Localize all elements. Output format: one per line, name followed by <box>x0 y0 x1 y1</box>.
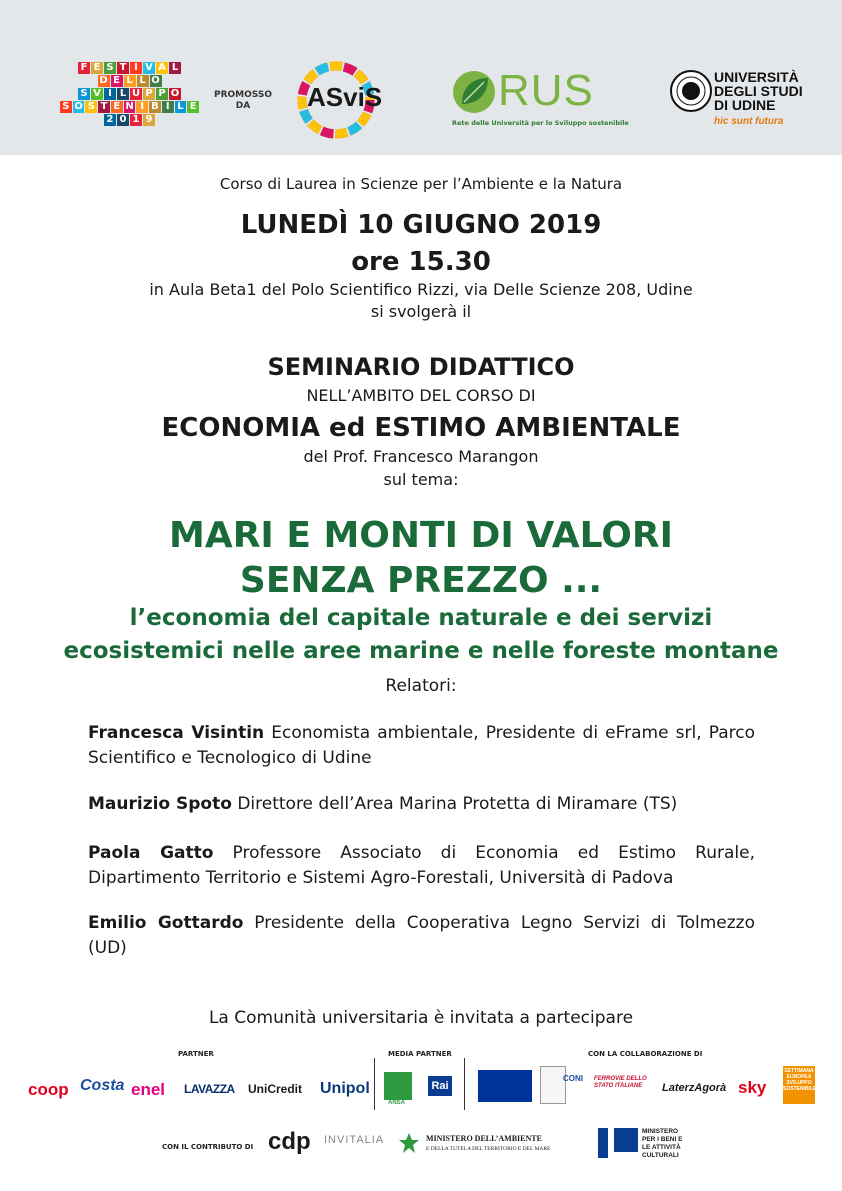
festival-letter: L <box>124 75 136 87</box>
partner-label: PARTNER <box>178 1050 214 1058</box>
mibac-logo: MINISTERO PER I BENI E LE ATTIVITÀ CULTURALI <box>642 1128 683 1159</box>
festival-letter: 1 <box>130 114 142 126</box>
festival-letter: 2 <box>104 114 116 126</box>
festival-letter: L <box>169 62 181 74</box>
leaf-icon <box>452 70 496 114</box>
festival-row <box>60 62 200 74</box>
festival-letter: E <box>91 62 103 74</box>
speaker-name: Emilio Gottardo <box>88 913 244 933</box>
event-date: LUNEDÌ 10 GIUGNO 2019 <box>240 210 602 240</box>
footer-divider <box>464 1058 465 1110</box>
rus-subtitle: Rete delle Università per lo Sviluppo sostenibile <box>452 119 629 127</box>
contributo-label: CON IL CONTRIBUTO DI <box>162 1143 254 1151</box>
festival-letter: D <box>99 75 108 86</box>
invitalia-logo: INVITALIA <box>324 1134 385 1146</box>
festival-letter: V <box>143 62 155 74</box>
event-time: ore 15.30 <box>351 247 491 277</box>
tema-text: sul tema: <box>383 470 459 489</box>
coop-logo: coop <box>28 1080 69 1099</box>
festival-letter: E <box>111 75 123 87</box>
festival-letter: E <box>111 101 123 113</box>
speaker-name: Paola Gatto <box>88 843 214 863</box>
ansa-logo <box>384 1072 412 1100</box>
course-name: ECONOMIA ed ESTIMO AMBIENTALE <box>161 413 681 443</box>
enel-logo: enel <box>131 1080 166 1099</box>
sky-logo: sky <box>738 1078 767 1097</box>
speaker-entry <box>88 792 755 817</box>
lavazza-logo: LAVAZZA <box>184 1082 235 1096</box>
seminar-title-line2: SENZA PREZZO ... <box>239 560 603 601</box>
ministero-ambiente-star-icon <box>398 1132 420 1154</box>
promosso-text: PROMOSSO <box>214 90 272 100</box>
festival-letter: B <box>149 101 161 113</box>
speaker-role: Professore Associato di Economia ed Estimo Rurale, Dipartimento Territorio e Sistemi Agro-Forestali, Università di Padova <box>88 843 755 888</box>
costa-logo: Costa <box>80 1077 125 1094</box>
ambito-text: NELL’AMBITO DEL CORSO DI <box>306 386 536 405</box>
festival-row <box>60 114 200 126</box>
uni-line3: DI UDINE <box>714 97 776 113</box>
festival-sviluppo-sostenibile-logo <box>60 62 200 127</box>
festival-letter: N <box>125 101 134 112</box>
promosso-da-label <box>214 90 272 112</box>
festival-letter: U <box>131 88 141 99</box>
speaker-entry <box>88 721 755 771</box>
festival-letter: O <box>170 88 180 99</box>
festival-letter: T <box>98 101 110 113</box>
speaker-role: Direttore dell’Area Marina Protetta di Miramare (TS) <box>231 794 678 814</box>
media-partner-label: MEDIA PARTNER <box>388 1050 452 1058</box>
relatori-heading: Relatori: <box>385 676 457 696</box>
festival-row <box>60 101 200 113</box>
mibac-bar <box>598 1128 608 1158</box>
invitation-text: La Comunità universitaria è invitata a partecipare <box>208 1008 634 1028</box>
da-text: DA <box>235 101 251 111</box>
rus-logo-text: RUS <box>498 66 594 115</box>
festival-letter: E <box>187 101 199 113</box>
seminar-subtitle-line1: l’economia del capitale naturale e dei servizi <box>129 605 713 631</box>
laterza-agora-logo: LaterzAgorà <box>662 1082 727 1094</box>
uni-line2: DEGLI STUDI <box>714 83 803 99</box>
festival-letter: L <box>137 75 149 87</box>
header-banner <box>0 0 842 155</box>
unicredit-logo: UniCredit <box>248 1082 302 1096</box>
rai-logo: Rai <box>428 1076 452 1096</box>
festival-letter: S <box>85 101 97 113</box>
event-location: in Aula Beta1 del Polo Scientifico Rizzi, via Delle Scienze 208, Udine <box>149 280 693 299</box>
festival-letter: S <box>60 101 72 113</box>
ansa-label: ANSA <box>388 1100 406 1106</box>
festival-letter: S <box>78 88 90 100</box>
cdp-logo: cdp <box>268 1128 311 1155</box>
festival-letter: 0 <box>117 114 129 126</box>
coni-emblem <box>540 1066 566 1104</box>
speaker-name: Francesca Visintin <box>88 723 265 743</box>
speaker-role: Economista ambientale, Presidente di eFrame srl, Parco Scientifico e Tecnologico di Udine <box>88 723 756 768</box>
collaborazione-label: CON LA COLLABORAZIONE DI <box>588 1050 703 1058</box>
festival-letter: I <box>104 88 116 100</box>
festival-letter: A <box>156 62 168 74</box>
ferrovie-logo: FERROVIE DELLO STATO ITALIANE <box>594 1076 647 1089</box>
festival-letter: O <box>74 101 83 112</box>
ministero-ambiente-logo: MINISTERO DELL’AMBIENTE <box>426 1134 542 1143</box>
unipol-logo: Unipol <box>320 1080 370 1097</box>
festival-letter: F <box>78 62 90 74</box>
footer-divider <box>374 1058 375 1110</box>
festival-letter: I <box>130 62 142 74</box>
festival-letter: V <box>91 88 103 100</box>
festival-row <box>60 88 200 100</box>
speaker-entry <box>88 841 755 891</box>
festival-letter: I <box>136 101 148 113</box>
sponsors-footer <box>0 1030 842 1191</box>
svolgera-text: si svolgerà il <box>370 302 472 321</box>
university-motto: hic sunt futura <box>714 116 784 127</box>
university-seal-icon <box>670 70 712 112</box>
professor-name: del Prof. Francesco Marangon <box>303 447 539 466</box>
seminario-heading: SEMINARIO DIDATTICO <box>267 353 575 381</box>
festival-letter: L <box>117 88 129 100</box>
seminar-subtitle-line2: ecosistemici nelle aree marine e nelle foreste montane <box>63 638 779 664</box>
festival-letter: I <box>162 101 174 113</box>
european-commission-logo <box>478 1070 532 1102</box>
festival-row <box>60 75 200 87</box>
settimana-europea-logo: SETTIMANA EUROPEA SVILUPPO SOSTENIBILE <box>783 1066 815 1104</box>
speaker-entry <box>88 911 755 961</box>
university-name <box>714 70 803 112</box>
uni-line1: UNIVERSITÀ <box>714 69 799 85</box>
ministero-ambiente-subline: E DELLA TUTELA DEL TERRITORIO E DEL MARE <box>426 1146 551 1152</box>
festival-letter: O <box>151 75 160 86</box>
seminar-title-line1: MARI E MONTI DI VALORI <box>169 515 673 556</box>
festival-letter: 9 <box>143 114 155 126</box>
festival-letter: P <box>143 88 155 100</box>
speaker-role: Presidente della Cooperativa Legno Servizi di Tolmezzo (UD) <box>88 913 756 958</box>
festival-letter: T <box>117 62 129 74</box>
corso-di-laurea: Corso di Laurea in Scienze per l’Ambiente e la Natura <box>219 175 623 193</box>
festival-letter: S <box>104 62 116 74</box>
speaker-name: Maurizio Spoto <box>88 794 232 814</box>
festival-letter: L <box>175 101 187 113</box>
asvis-logo-text: ASviS <box>307 82 383 112</box>
coni-logo: CONI <box>563 1074 583 1083</box>
mibac-emblem <box>614 1128 638 1152</box>
festival-letter: P <box>156 88 168 100</box>
